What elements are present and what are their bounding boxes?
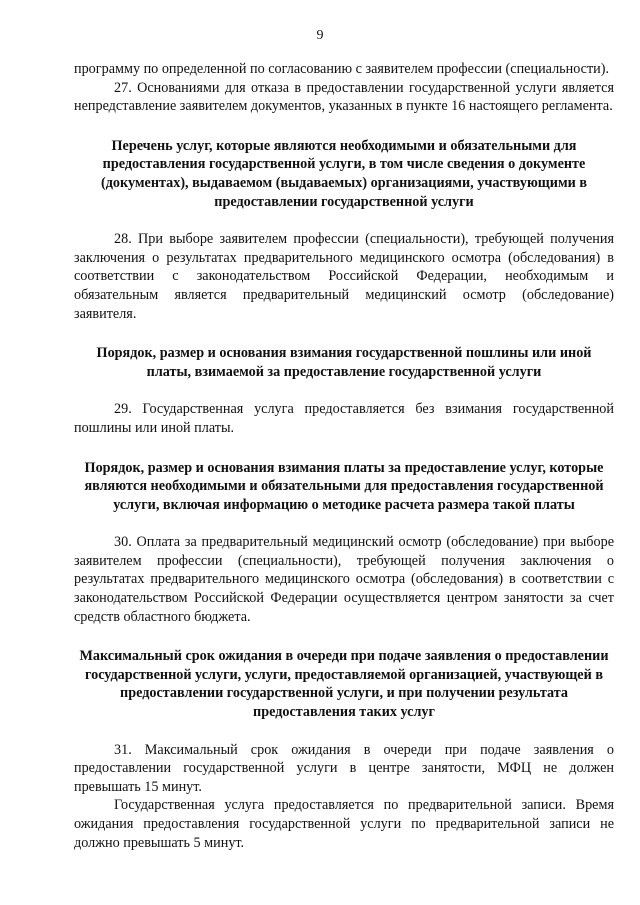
- paragraph-continuation: программу по определенной по согласованию с заявителем профессии (специальности).: [74, 61, 610, 77]
- paragraph-27: 27. Основаниями для отказа в предоставлении государственной услуги является непредставление заявителем документов, указанных в пункте 16 настоящего регламента.: [74, 79, 614, 115]
- section-heading-services-list: Перечень услуг, которые являются необходимыми и обязательными для предоставления государственной услуги, в том числе сведения о документе (документах), выдаваемом (выдаваемых) организациями, участвующими в предоставлении государственной услуги: [100, 137, 587, 210]
- section-heading-state-fee: Порядок, размер и основания взимания государственной пошлины или иной платы, взимаемой за предоставление государственной услуги: [96, 345, 592, 380]
- page-number: 9: [316, 28, 324, 43]
- section-heading-service-fee: Порядок, размер и основания взимания платы за предоставление услуг, которые являются необходимыми и обязательными для предоставления государственной услуги, включая информацию о методике расчета размера такой платы: [84, 459, 604, 513]
- section-heading-waiting-time: Максимальный срок ожидания в очереди при подаче заявления о предоставлении государственной услуги, услуги, предоставляемой организацией, участвующей в предоставлении государственной услуги, и при получении результата предоставления таких услуг: [79, 648, 609, 721]
- paragraph-31: 31. Максимальный срок ожидания в очереди при подаче заявления о предоставлении государственной услуги в центре занятости, МФЦ не должен превышать 15 минут.: [74, 741, 614, 795]
- paragraph-31-appointment: Государственная услуга предоставляется по предварительной записи. Время ожидания предоставления государственной услуги по предварительной записи не должно превышать 5 минут.: [74, 797, 614, 851]
- document-body: [74, 60, 614, 852]
- paragraph-29: 29. Государственная услуга предоставляется без взимания государственной пошлины или иной платы.: [74, 401, 614, 436]
- paragraph-28: 28. При выборе заявителем профессии (специальности), требующей получения заключения о результатах предварительного медицинского осмотра (обследования) в соответствии с законодательством Российской Федерации, необходимым и обязательным является предварительный медицинский осмотр (обследование) заявителя.: [74, 231, 614, 322]
- paragraph-30: 30. Оплата за предварительный медицинский осмотр (обследование) при выборе заявителем профессии (специальности), требующей получения заключения о результатах предварительного медицинского осмотра (обследования) в соответствии с законодательством Российской Федерации осуществляется центром занятости за счет средств областного бюджета.: [74, 534, 614, 625]
